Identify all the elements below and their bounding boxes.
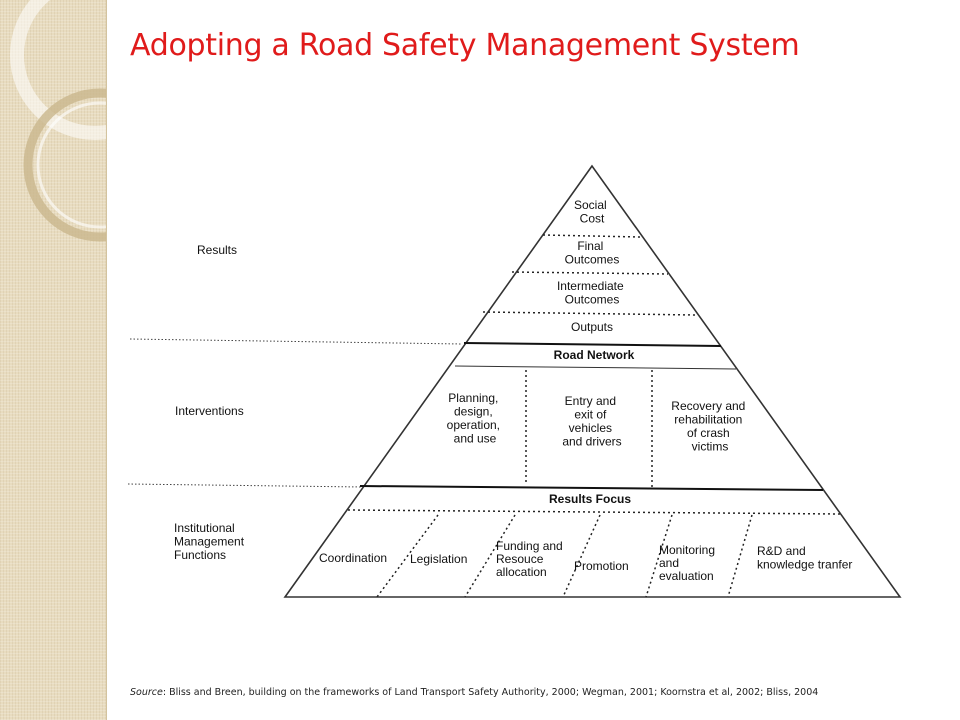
intervention-recovery: Recovery and rehabilitation of crash victims [671,399,746,454]
side-label-institutional: Institutional Management Functions [174,521,245,562]
function-promotion: Promotion [574,559,629,573]
source-label: Source [130,687,163,698]
level-final-outcomes: Final Outcomes [564,239,620,267]
level-intermediate-outcomes: Intermediate Outcomes [556,279,624,307]
separator-interventions-functions [128,484,362,487]
slide-title: Adopting a Road Safety Management System [130,28,800,63]
side-label-results: Results [197,243,238,257]
function-coordination: Coordination [319,551,388,565]
level-outputs: Outputs [570,320,614,334]
function-legislation: Legislation [410,552,468,566]
function-funding: Funding and Resouce allocation [496,539,563,579]
source-citation [130,687,818,698]
level-social-cost: Social Cost [573,198,607,226]
intervention-planning: Planning, design, operation, and use [446,391,501,446]
side-label-interventions: Interventions [175,404,244,418]
pyramid-outline [285,166,900,597]
source-text: : Bliss and Breen, building on the frameworks of Land Transport Safety Authority, 2000; Wegman, 2001; Koornstra et al, 2002; Bliss, 2004 [162,687,819,698]
intervention-entry-exit: Entry and exit of vehicles and drivers [562,394,622,449]
separator-results-interventions [130,339,462,344]
band-road-network: Road Network [553,348,635,362]
function-rd: R&D and knowledge tranfer [757,544,853,572]
band-results-focus: Results Focus [548,492,632,506]
function-monitoring: Monitoring and evaluation [659,543,716,583]
